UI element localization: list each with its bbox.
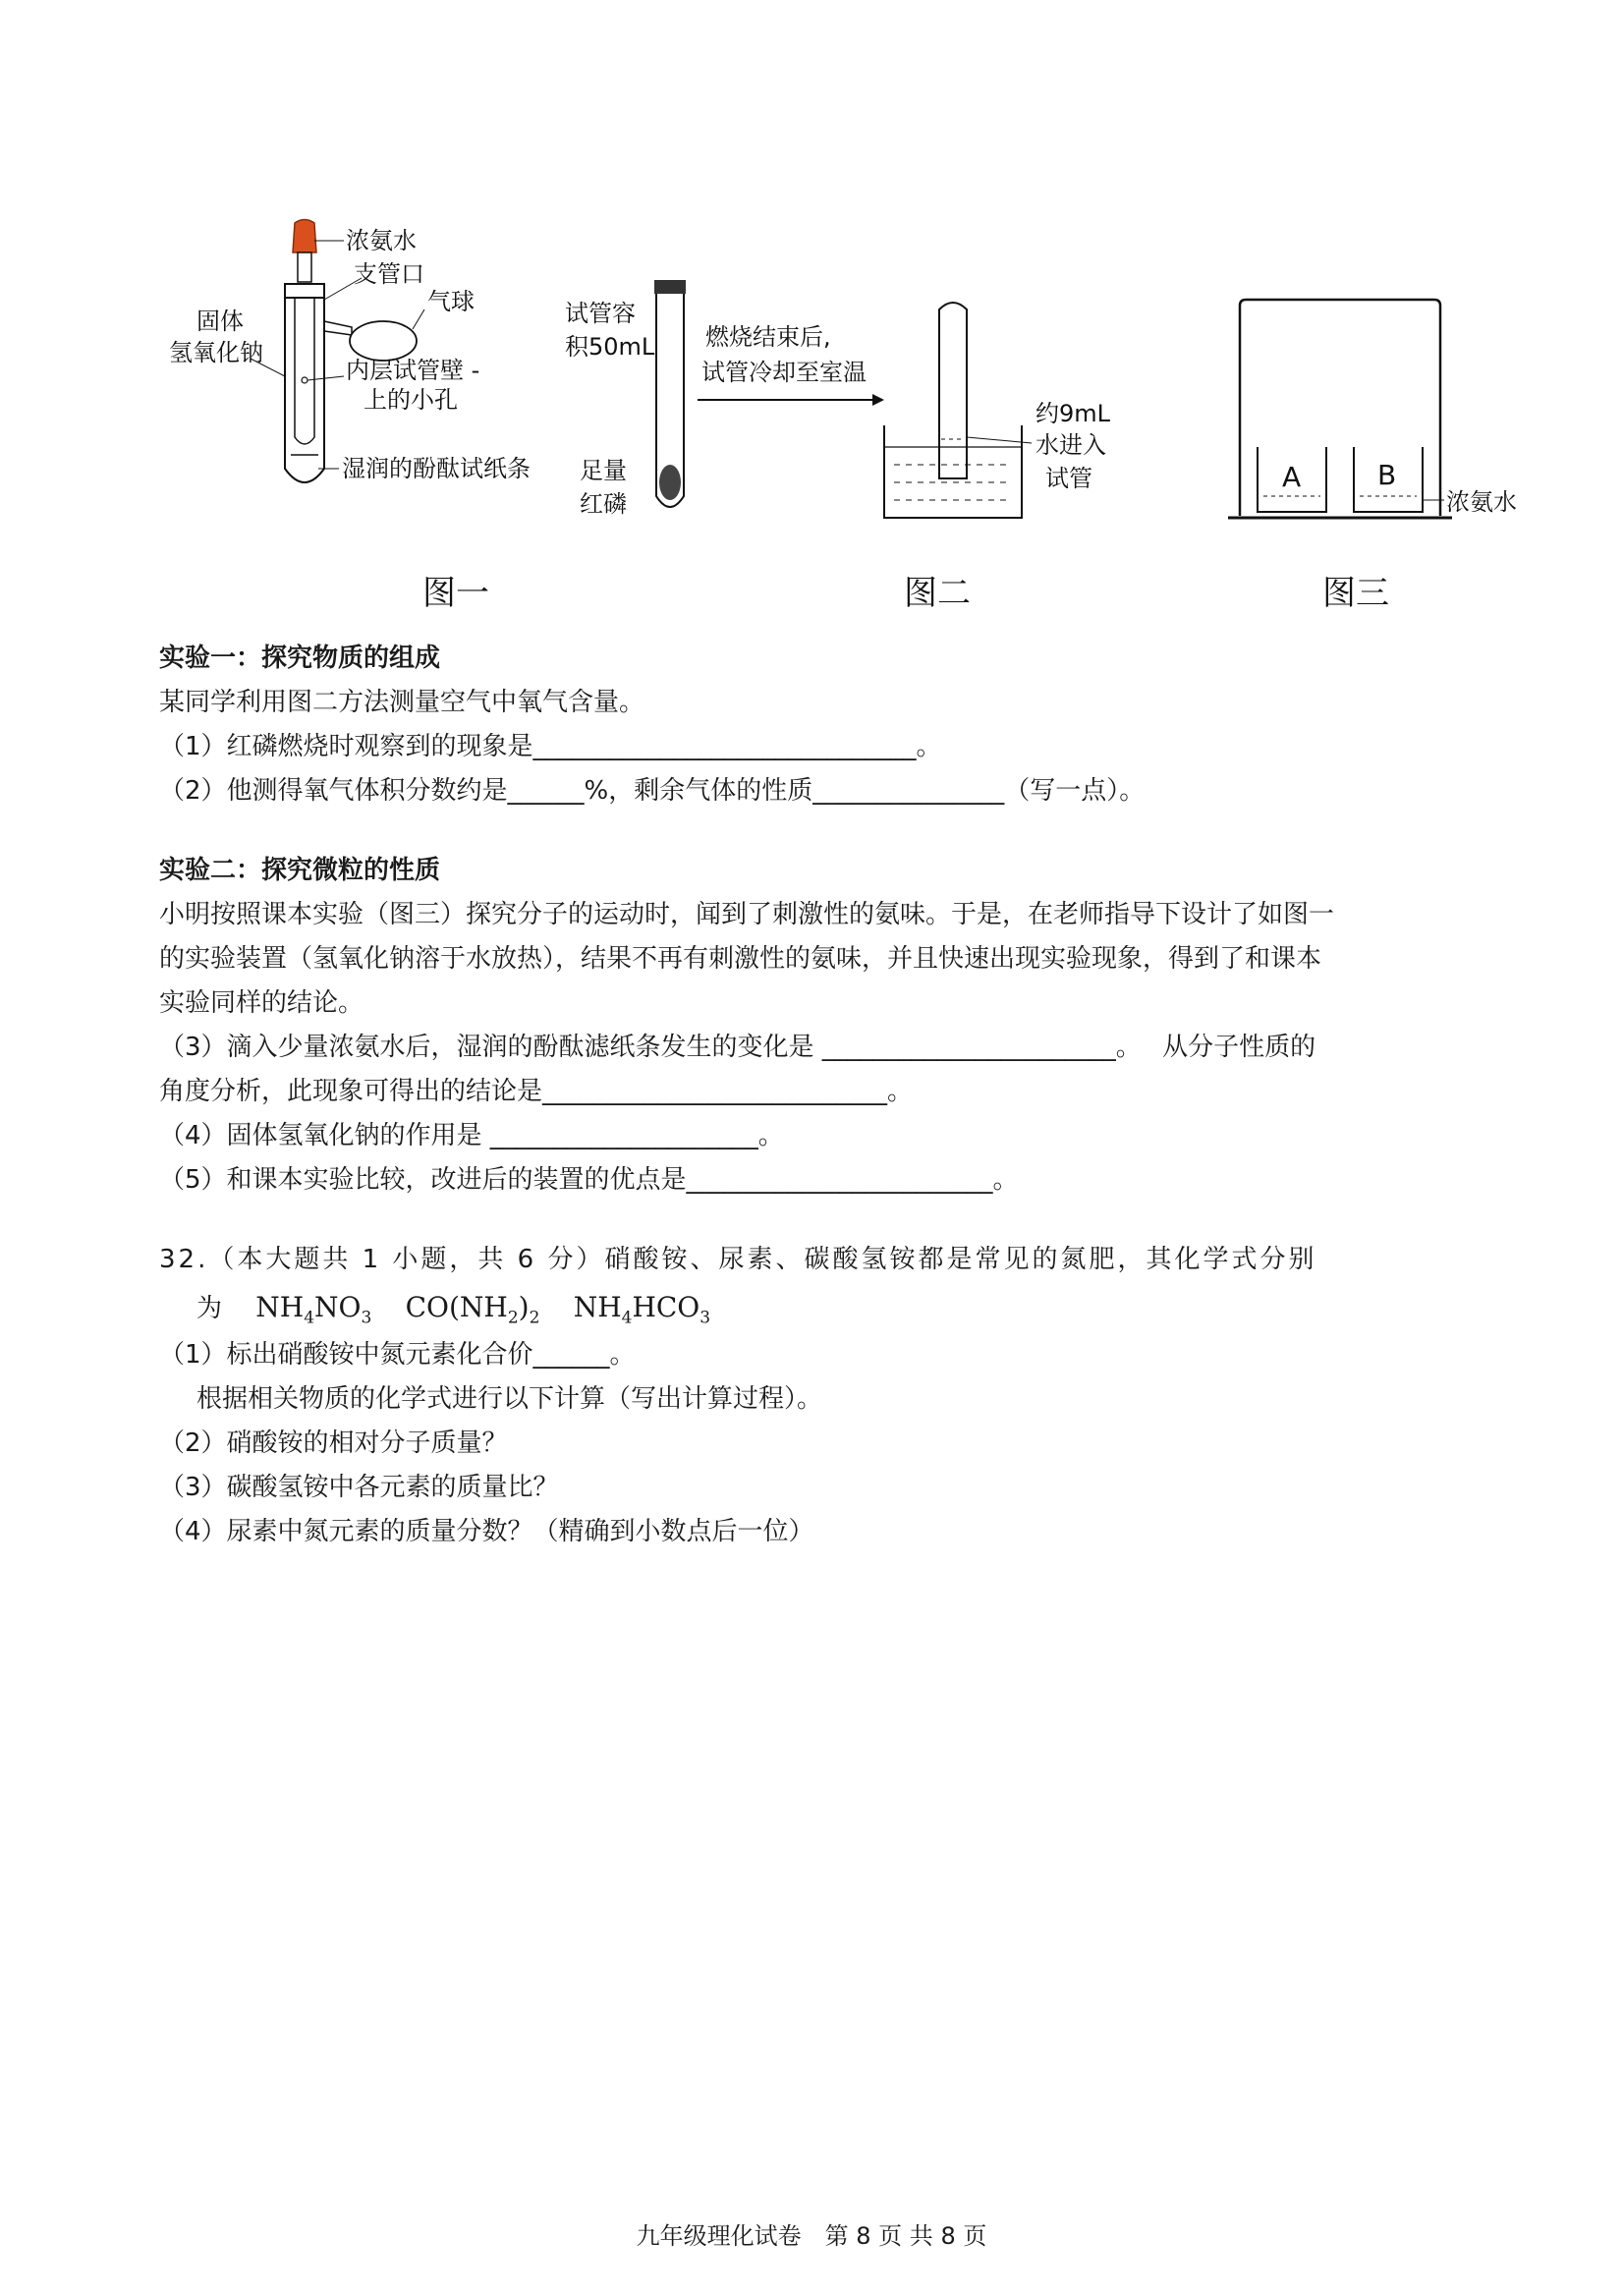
exp1-q1: （1）红磷燃烧时观察到的现象是______________________________。 bbox=[159, 732, 942, 761]
q32-s2: （2）硝酸铵的相对分子质量？ bbox=[159, 1428, 508, 1458]
figure-1 bbox=[147, 211, 580, 624]
formula-urea: $CO(NH_2)_2$ bbox=[405, 1291, 540, 1328]
exp2-paragraph-3: 实验同样的结论。 bbox=[159, 988, 364, 1018]
label-beaker-a: A bbox=[1282, 461, 1302, 493]
branch-tube bbox=[324, 321, 352, 335]
dropper-bulb bbox=[293, 220, 316, 253]
label-solid-2: 氢氧化钠 bbox=[169, 339, 263, 366]
label-volume-1: 试管容 bbox=[565, 300, 636, 327]
caption-fig1: 图一 bbox=[422, 574, 489, 613]
exp1-title: 实验一：探究物质的组成 bbox=[159, 644, 441, 673]
label-ammonia-3: 浓氨水 bbox=[1446, 488, 1517, 516]
experiment-1 bbox=[159, 637, 1481, 1554]
exp2-title: 实验二：探究微粒的性质 bbox=[159, 856, 441, 885]
q32-wei: 为 bbox=[196, 1294, 223, 1323]
q32-s1b: 根据相关物质的化学式进行以下计算（写出计算过程）。 bbox=[196, 1384, 823, 1414]
label-phos-1: 足量 bbox=[580, 457, 627, 484]
small-hole bbox=[302, 377, 308, 383]
figure-2 bbox=[560, 211, 1110, 624]
figure-3-diagram bbox=[1130, 211, 1523, 624]
page-footer: 九年级理化试卷 第 8 页 共 8 页 bbox=[636, 2222, 987, 2250]
label-arrow-1: 燃烧结束后, bbox=[705, 323, 831, 351]
label-water-3: 试管 bbox=[1045, 465, 1092, 492]
inner-test-tube bbox=[295, 298, 314, 444]
caption-fig2: 图二 bbox=[904, 574, 971, 613]
label-hole-1: 内层试管壁 - bbox=[346, 357, 480, 384]
tube-cap bbox=[654, 280, 686, 294]
figures-row bbox=[147, 211, 1523, 624]
formula-ammonium-nitrate: $NH_4NO_3$ bbox=[255, 1291, 372, 1328]
figure-1-diagram bbox=[147, 211, 580, 624]
q32-s1: （1）标出硝酸铵中氮元素化合价______。 bbox=[159, 1340, 636, 1370]
label-water-1: 约9mL bbox=[1035, 400, 1111, 427]
label-hole-2: 上的小孔 bbox=[364, 386, 458, 414]
bell-jar bbox=[1240, 300, 1440, 516]
exp2-q5: （5）和课本实验比较，改进后的装置的优点是________________________。 bbox=[159, 1165, 1019, 1195]
label-branch-mouth: 支管口 bbox=[354, 260, 424, 288]
figure-3 bbox=[1130, 211, 1523, 624]
exp1-intro: 某同学利用图二方法测量空气中氧气含量。 bbox=[159, 688, 645, 717]
label-balloon: 气球 bbox=[427, 288, 475, 315]
exp2-q4: （4）固体氢氧化钠的作用是 _____________________。 bbox=[159, 1121, 784, 1150]
balloon bbox=[350, 321, 417, 361]
label-paper: 湿润的酚酞试纸条 bbox=[342, 455, 531, 482]
exp2-paragraph-1: 小明按照课本实验（图三）探究分子的运动时，闻到了刺激性的氨味。于是，在老师指导下设计了如图一 bbox=[159, 900, 1335, 929]
exp2-q3a: （3）滴入少量浓氨水后，湿润的酚酞滤纸条发生的变化是 _______________________。 从分子性质的 bbox=[159, 1033, 1316, 1062]
label-ammonia: 浓氨水 bbox=[346, 227, 417, 254]
q32-formulas bbox=[159, 1282, 1481, 1333]
q32-s4: （4）尿素中氮元素的质量分数？（精确到小数点后一位） bbox=[159, 1517, 814, 1546]
label-phos-2: 红磷 bbox=[580, 490, 627, 518]
exp2-q3b: 角度分析，此现象可得出的结论是___________________________。 bbox=[159, 1077, 914, 1106]
formula-ammonium-bicarbonate: $NH_4HCO_3$ bbox=[573, 1291, 711, 1328]
exp2-paragraph-2: 的实验装置（氢氧化钠溶于水放热），结果不再有刺激性的氨味，并且快速出现实验现象，得到了和课本 bbox=[159, 944, 1322, 974]
label-beaker-b: B bbox=[1377, 459, 1397, 491]
label-water-2: 水进入 bbox=[1035, 431, 1106, 459]
red-phosphorus bbox=[659, 465, 681, 500]
figure-2-diagram bbox=[560, 211, 1110, 624]
exp1-q2: （2）他测得氧气体积分数约是______%，剩余气体的性质_______________（写一点）。 bbox=[159, 776, 1146, 806]
label-arrow-2: 试管冷却至室温 bbox=[701, 359, 867, 386]
q32-s3: （3）碳酸氢铵中各元素的质量比？ bbox=[159, 1473, 559, 1502]
label-volume-2: 积50mL bbox=[565, 333, 655, 361]
stopper bbox=[285, 284, 324, 298]
label-solid-1: 固体 bbox=[196, 308, 244, 335]
inverted-tube bbox=[939, 303, 967, 478]
q32-line-1: 32.（本大题共 1 小题，共 6 分）硝酸铵、尿素、碳酸氢铵都是常见的氮肥，其化学式分别 bbox=[159, 1245, 1317, 1274]
caption-fig3: 图三 bbox=[1322, 574, 1389, 613]
